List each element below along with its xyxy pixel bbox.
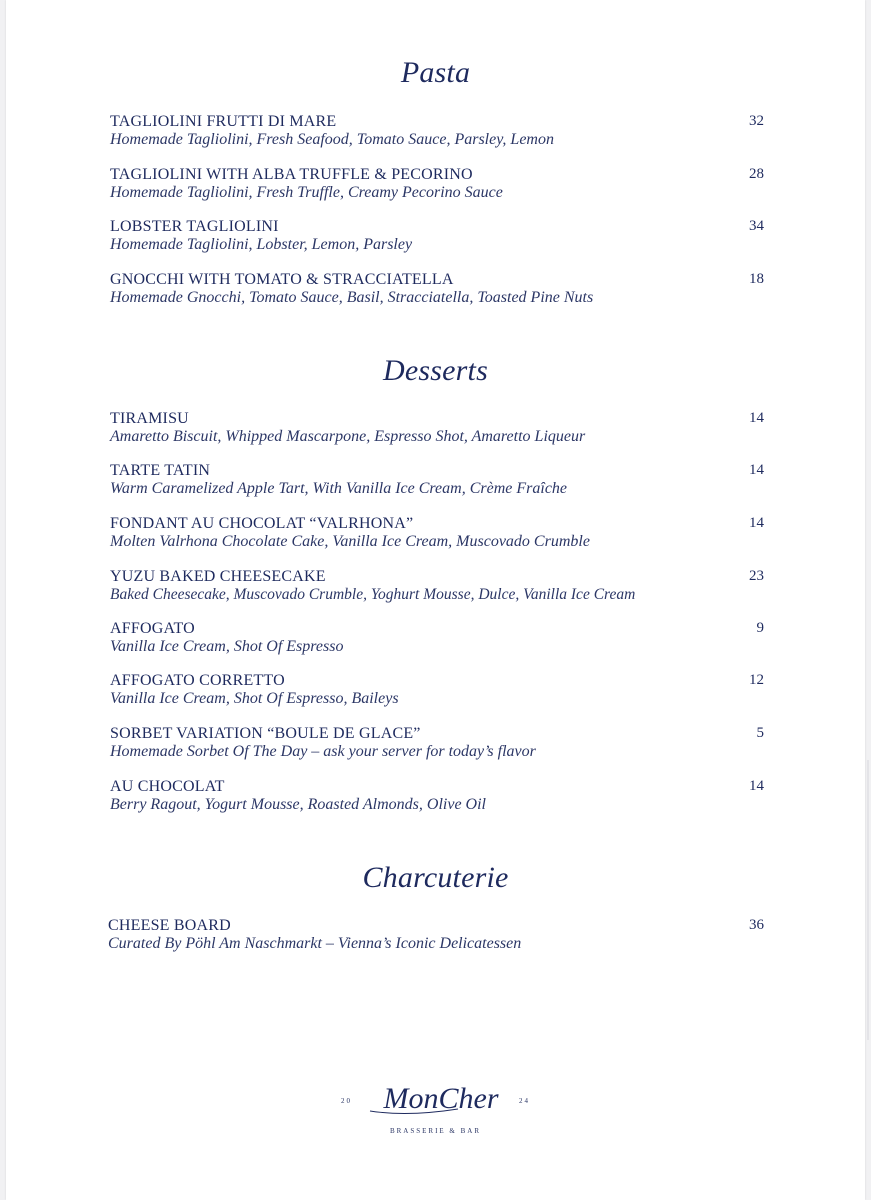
- item-name: TAGLIOLINI FRUTTI DI MARE: [110, 113, 337, 130]
- item-price: 23: [749, 568, 764, 584]
- item-description: Homemade Tagliolini, Fresh Truffle, Creamy Pecorino Sauce: [110, 184, 503, 201]
- scrollbar[interactable]: [867, 760, 869, 1040]
- menu-item: [110, 672, 764, 716]
- menu-page: [6, 0, 865, 1200]
- menu-item: [108, 917, 764, 961]
- item-price: 14: [749, 778, 764, 794]
- item-description: Molten Valrhona Chocolate Cake, Vanilla Ice Cream, Muscovado Crumble: [110, 533, 590, 550]
- item-description: Homemade Sorbet Of The Day – ask your server for today’s flavor: [110, 743, 536, 760]
- item-description: Vanilla Ice Cream, Shot Of Espresso: [110, 638, 344, 655]
- item-name: TARTE TATIN: [110, 462, 211, 479]
- item-description: Homemade Gnocchi, Tomato Sauce, Basil, Stracciatella, Toasted Pine Nuts: [110, 289, 594, 306]
- menu-item: [110, 725, 764, 769]
- item-description: Homemade Tagliolini, Lobster, Lemon, Parsley: [110, 236, 413, 253]
- moncher-logo-mark: [366, 1078, 516, 1118]
- item-name: AFFOGATO: [110, 620, 195, 637]
- item-price: 9: [756, 620, 764, 636]
- item-name: LOBSTER TAGLIOLINI: [110, 218, 279, 235]
- menu-item: [110, 515, 764, 559]
- logo-year-right: 24: [519, 1097, 530, 1105]
- item-name: SORBET VARIATION “BOULE DE GLACE”: [110, 725, 421, 742]
- item-name: TIRAMISU: [110, 410, 189, 427]
- item-name: AU CHOCOLAT: [110, 778, 225, 795]
- menu-item: [110, 113, 764, 157]
- menu-item: [110, 462, 764, 506]
- item-description: Amaretto Biscuit, Whipped Mascarpone, Espresso Shot, Amaretto Liqueur: [110, 428, 586, 445]
- menu-item: [110, 166, 764, 210]
- item-description: Vanilla Ice Cream, Shot Of Espresso, Baileys: [110, 690, 399, 707]
- section-title-desserts: Desserts: [383, 354, 488, 387]
- menu-item: [110, 218, 764, 262]
- item-description: Curated By Pöhl Am Naschmarkt – Vienna’s Iconic Delicatessen: [108, 935, 522, 952]
- item-name: GNOCCHI WITH TOMATO & STRACCIATELLA: [110, 271, 454, 288]
- item-price: 14: [749, 462, 764, 478]
- item-description: Homemade Tagliolini, Fresh Seafood, Tomato Sauce, Parsley, Lemon: [110, 131, 554, 148]
- menu-item: [110, 568, 764, 612]
- menu-item: [110, 620, 764, 664]
- item-name: CHEESE BOARD: [108, 917, 231, 934]
- menu-item: [110, 410, 764, 454]
- item-price: 28: [749, 166, 764, 182]
- section-title-charcuterie: Charcuterie: [362, 861, 509, 894]
- logo-wordmark: MonCher: [383, 1082, 499, 1115]
- item-name: AFFOGATO CORRETTO: [110, 672, 285, 689]
- item-price: 5: [756, 725, 764, 741]
- item-description: Baked Cheesecake, Muscovado Crumble, Yoghurt Mousse, Dulce, Vanilla Ice Cream: [110, 586, 636, 603]
- menu-item: [110, 271, 764, 315]
- item-name: FONDANT AU CHOCOLAT “VALRHONA”: [110, 515, 414, 532]
- item-name: TAGLIOLINI WITH ALBA TRUFFLE & PECORINO: [110, 166, 473, 183]
- item-price: 14: [749, 410, 764, 426]
- item-description: Berry Ragout, Yogurt Mousse, Roasted Almonds, Olive Oil: [110, 796, 486, 813]
- item-price: 12: [749, 672, 764, 688]
- item-price: 34: [749, 218, 764, 234]
- menu-item: [110, 778, 764, 822]
- item-name: YUZU BAKED CHEESECAKE: [110, 568, 326, 585]
- logo-year-left: 20: [341, 1097, 352, 1105]
- section-title-pasta: Pasta: [400, 56, 471, 89]
- item-price: 14: [749, 515, 764, 531]
- item-price: 32: [749, 113, 764, 129]
- brand-logo: [6, 1078, 865, 1148]
- item-price: 36: [749, 917, 764, 933]
- logo-tagline: BRASSERIE & BAR: [389, 1127, 482, 1135]
- item-description: Warm Caramelized Apple Tart, With Vanilla Ice Cream, Crème Fraîche: [110, 480, 568, 497]
- item-price: 18: [749, 271, 764, 287]
